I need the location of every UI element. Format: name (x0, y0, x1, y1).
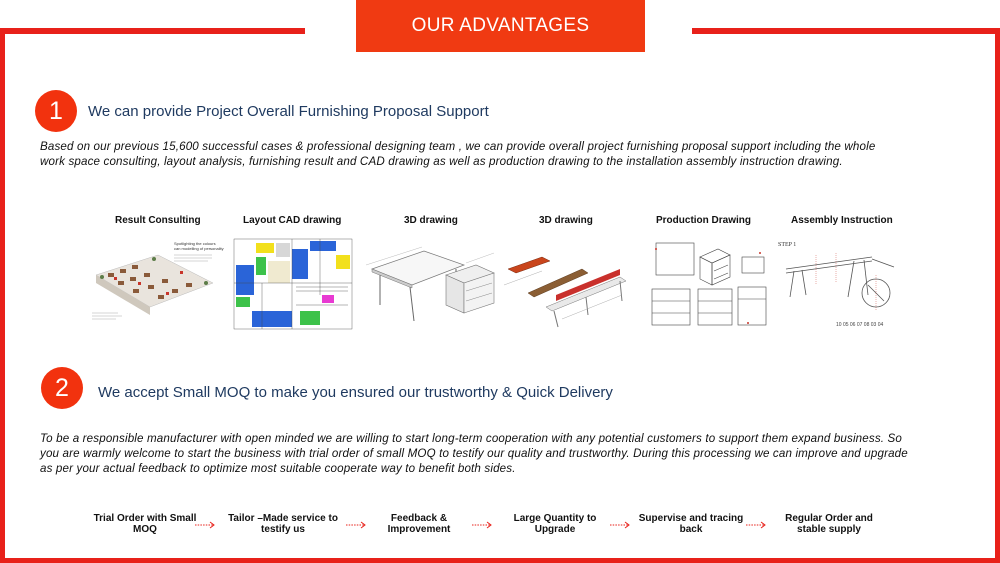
assembly-part-numbers: 10 05 06 07 08 03 04 (836, 322, 884, 328)
frame-left-border (0, 28, 5, 563)
dotted-arrow-icon (746, 520, 768, 530)
caption-3d-drawing-desk: 3D drawing (404, 215, 458, 226)
cabinet-drawing-image (648, 235, 770, 331)
process-step-line: Upgrade (534, 524, 576, 535)
process-step-line: MOQ (133, 524, 157, 535)
process-step-feedback (370, 513, 468, 535)
section-1-paragraph-line: Based on our previous 15,600 successful cases & professional designing team , we can provide overall project furnishing proposal support including the whole (40, 140, 876, 153)
section-2-paragraph-line: To be a responsible manufacturer with open minded we are willing to start long-term cooperation with any potential customers to support them expand business. So (40, 432, 902, 445)
section-2-number-badge (41, 367, 83, 409)
assembly-step-label: STEP 1 (778, 242, 797, 248)
process-step-line: back (679, 524, 703, 535)
process-step-line: Tailor –Made service to (228, 513, 338, 524)
caption-production-drawing: Production Drawing (656, 215, 751, 226)
dotted-arrow-icon (346, 520, 368, 530)
process-step-line: Regular Order and (785, 513, 873, 524)
process-step-trial-order (86, 513, 204, 535)
section-1-number: 1 (49, 96, 63, 125)
caption-result-consulting: Result Consulting (115, 215, 201, 226)
frame-right-border (995, 28, 1000, 563)
office-rendering-image (88, 235, 224, 331)
process-step-line: stable supply (797, 524, 861, 535)
process-step-line: Large Quantity to (513, 513, 597, 524)
page-title-banner (356, 0, 645, 52)
caption-layout-cad: Layout CAD drawing (243, 215, 342, 226)
section-1-number-badge (35, 90, 77, 132)
process-step-regular-order (772, 513, 886, 535)
frame-top-right-border (692, 28, 1000, 34)
section-2-paragraph-line: you are warmly welcome to start the business with trial order of small MOQ to testify our quality and trustworthy. During this processing we can improve and upgrade (40, 447, 908, 460)
section-2-paragraph (40, 431, 908, 476)
cad-floorplan-image (232, 235, 354, 331)
process-step-line: Feedback & (390, 513, 448, 524)
section-2-paragraph-line: as per your actual feedback to optimize most suitable cooperate way to benefit both sides. (40, 462, 516, 475)
dotted-arrow-icon (610, 520, 632, 530)
page-title: OUR ADVANTAGES (411, 15, 590, 36)
frame-bottom-border (0, 558, 1000, 563)
process-step-supervise (634, 513, 748, 535)
consult-text-2: can modelling of personality (174, 246, 224, 251)
dotted-arrow-icon (195, 520, 217, 530)
caption-assembly-instruction: Assembly Instruction (791, 215, 893, 226)
frame-top-left-border (0, 28, 305, 34)
process-step-line: Improvement (387, 524, 451, 535)
process-step-line: Trial Order with Small (93, 513, 197, 524)
consult-text-1: Spotlighting the colours (174, 241, 216, 246)
process-step-line: Supervise and tracing (638, 513, 744, 524)
caption-3d-drawing-workstation: 3D drawing (539, 215, 593, 226)
assembly-diagram-image (776, 235, 906, 331)
section-2-title: We accept Small MOQ to make you ensured our trustworthy & Quick Delivery (98, 384, 613, 401)
process-step-line: testify us (261, 524, 305, 535)
process-step-tailor-made (222, 513, 344, 535)
section-2-number: 2 (55, 373, 69, 402)
section-1-paragraph (40, 139, 875, 169)
section-1-paragraph-line: work space consulting, layout analysis, furnishing result and CAD drawing as well as production drawing to the installation assembly instruction drawing. (40, 155, 843, 168)
section-1-title: We can provide Project Overall Furnishing Proposal Support (88, 103, 489, 120)
process-step-large-quantity (500, 513, 610, 535)
desk-3d-image (366, 235, 496, 331)
workstation-3d-image (502, 235, 630, 331)
dotted-arrow-icon (472, 520, 494, 530)
